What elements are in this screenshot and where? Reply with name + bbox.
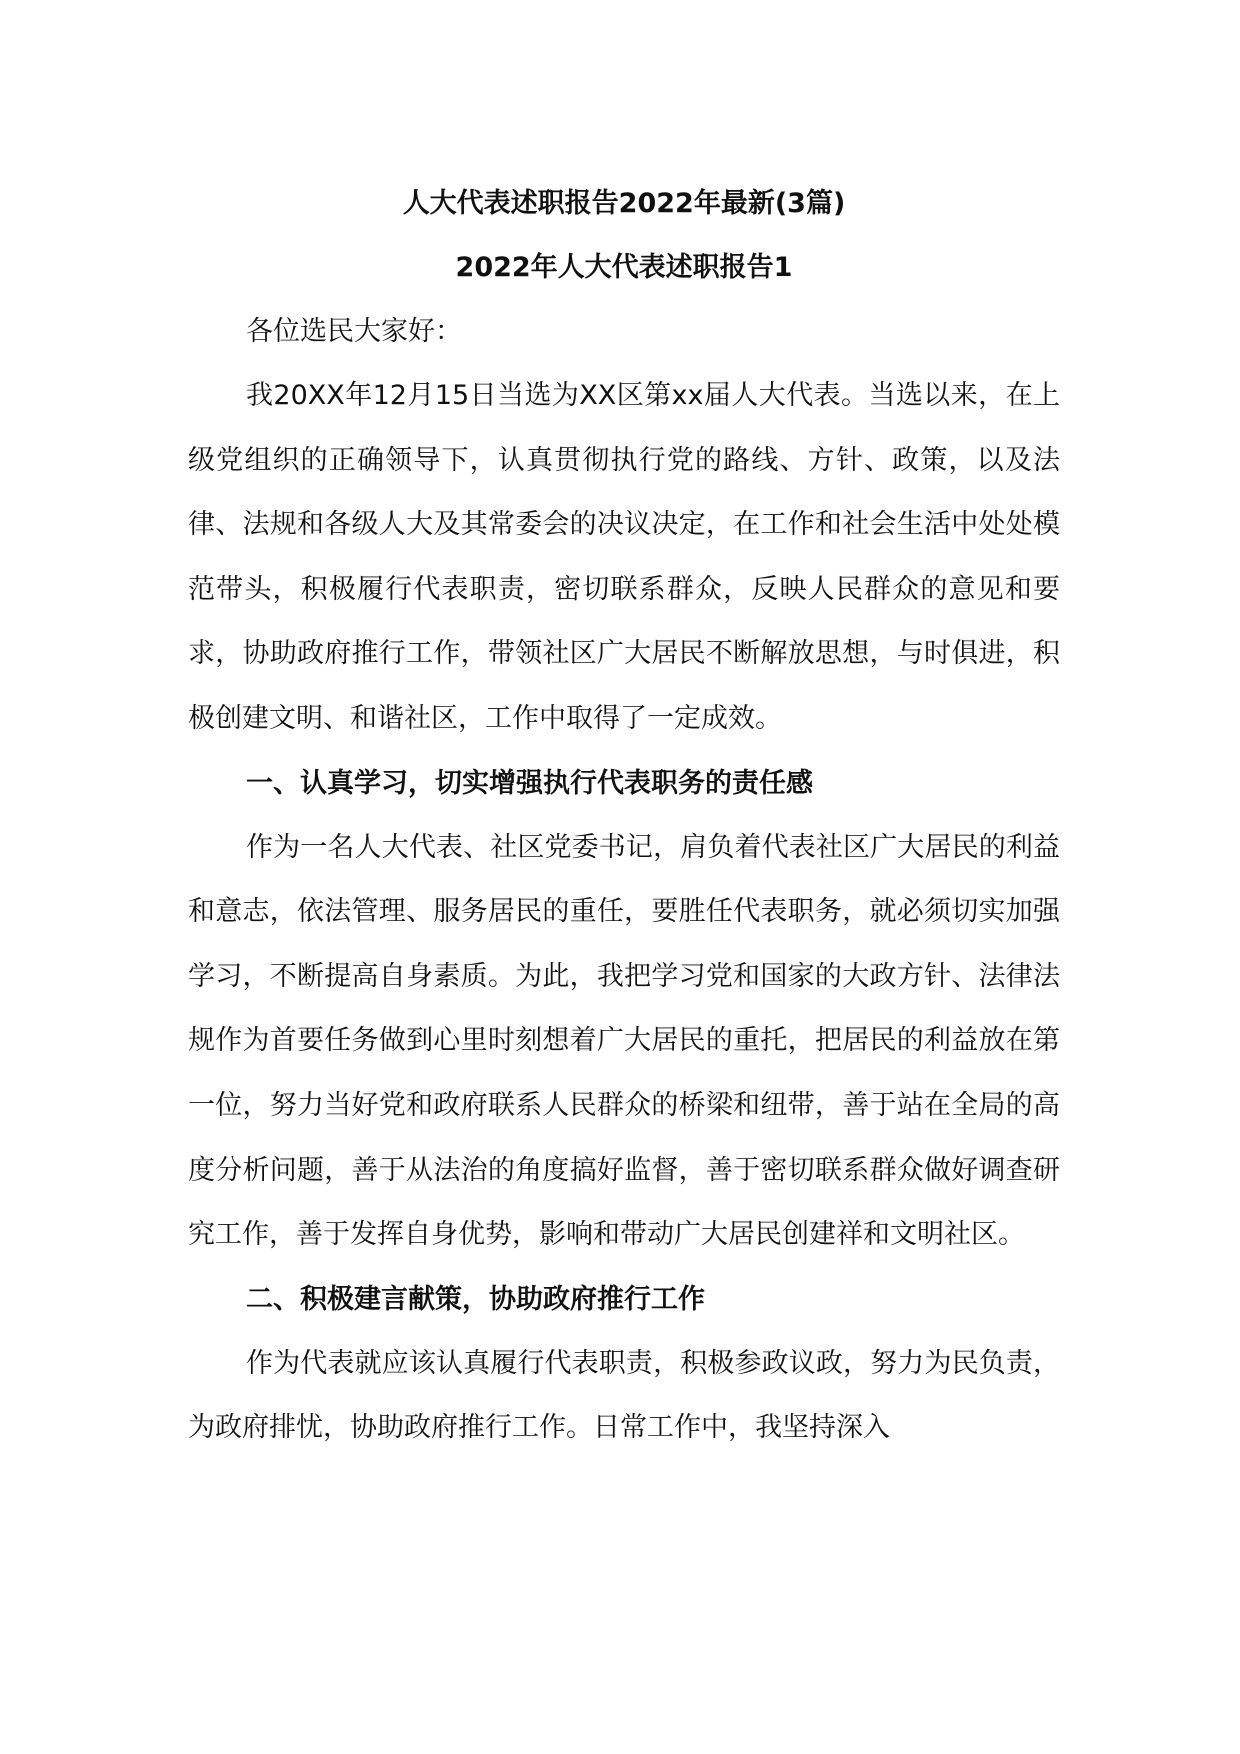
paragraph-section-1: 作为一名人大代表、社区党委书记，肩负着代表社区广大居民的利益和意志，依法管理、服务居民的重任，要胜任代表职务，就必须切实加强学习，不断提高自身素质。为此，我把学习党和国家的大政方针、法律法规作为首要任务做到心里时刻想着广大居民的重托，把居民的利益放在第一位，努力当好党和政府联系人民群众的桥梁和纽带，善于站在全局的高度分析问题，善于从法治的角度搞好监督，善于密切联系群众做好调查研究工作，善于发挥自身优势，影响和带动广大居民创建祥和文明社区。	[188, 831, 1060, 1251]
paragraph-section-2: 作为代表就应该认真履行代表职责，积极参政议政，努力为民负责，为政府排忧，协助政府推行工作。日常工作中，我坚持深入	[188, 1347, 1060, 1444]
paragraph-intro: 我20XX年12月15日当选为XX区第xx届人大代表。当选以来，在上级党组织的正确领导下，认真贯彻执行党的路线、方针、政策，以及法律、法规和各级人大及其常委会的决议决定，在工作和社会生活中处处模范带头，积极履行代表职责，密切联系群众，反映人民群众的意见和要求，协助政府推行工作，带领社区广大居民不断解放思想，与时俱进，积极创建文明、和谐社区，工作中取得了一定成效。	[188, 380, 1060, 734]
document-page	[188, 172, 1060, 1461]
section-heading-2: 二、积极建言献策，协助政府推行工作	[246, 1283, 705, 1315]
document-subtitle: 2022年人大代表述职报告1	[455, 252, 793, 283]
greeting: 各位选民大家好：	[246, 316, 462, 347]
document-title: 人大代表述职报告2022年最新(3篇)	[402, 188, 846, 219]
section-heading-1: 一、认真学习，切实增强执行代表职务的责任感	[246, 767, 813, 799]
